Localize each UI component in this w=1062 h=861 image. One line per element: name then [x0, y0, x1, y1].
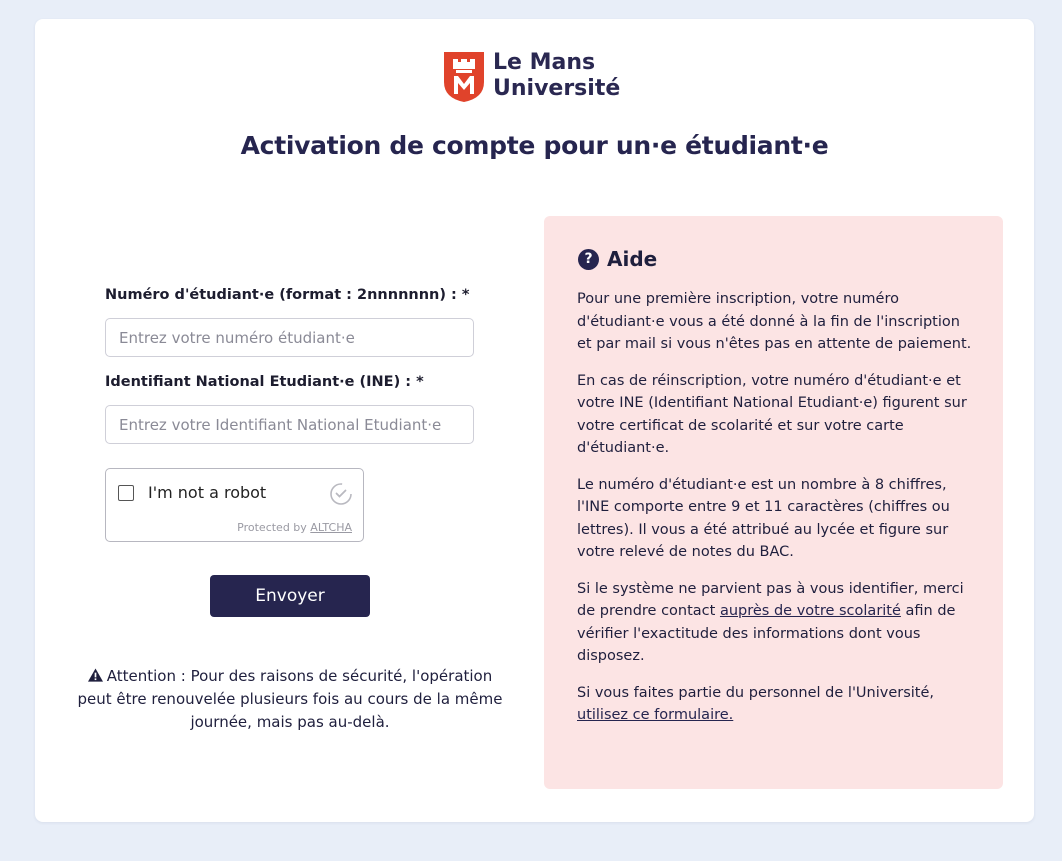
warning-text: Attention : Pour des raisons de sécurité, l'opération peut être renouvelée plusieurs fois au cours de la même journée, mais pas au-delà. — [77, 667, 503, 731]
ine-label: Identifiant National Etudiant·e (INE) : * — [105, 374, 424, 390]
help-paragraph-first-registration: Pour une première inscription, votre numéro d'étudiant·e vous a été donné à la fin de l'inscription et par mail si vous n'êtes pas en attente de paiement. — [577, 291, 972, 352]
activation-card — [35, 19, 1034, 822]
help-paragraph-reregistration: En cas de réinscription, votre numéro d'étudiant·e et votre INE (Identifiant National Etudiant·e) figurent sur votre certificat de scolarité et sur votre carte d'étudiant·e. — [577, 372, 967, 456]
student-number-label: Numéro d'étudiant·e (format : 2nnnnnnn) : * — [105, 287, 470, 303]
captcha-protected-by: Protected by — [237, 521, 307, 534]
help-title-text: Aide — [607, 247, 658, 271]
captcha-label: I'm not a robot — [148, 483, 267, 502]
ine-input[interactable] — [105, 405, 474, 444]
page-title: Activation de compte pour un·e étudiant·e — [240, 131, 829, 160]
help-contact-text-before: Si le système ne parvient pas à vous identifier, merci de prendre contact — [577, 580, 964, 619]
help-title — [578, 247, 657, 271]
help-body — [577, 288, 975, 741]
altcha-link[interactable]: ALTCHA — [310, 521, 352, 534]
help-staff-text: Si vous faites partie du personnel de l'Université, — [577, 684, 935, 701]
university-name — [493, 50, 620, 102]
help-panel — [544, 216, 1003, 789]
help-paragraph-staff — [577, 682, 975, 727]
brand-line1: Le Mans — [493, 50, 596, 75]
submit-button[interactable]: Envoyer — [210, 575, 370, 617]
captcha-checkbox[interactable] — [118, 485, 134, 501]
help-contact-text-after: afin de vérifier l'exactitude des informations dont vous disposez. — [577, 603, 956, 664]
help-paragraph-formats: Le numéro d'étudiant·e est un nombre à 8 chiffres, l'INE comporte entre 9 et 11 caractères (chiffres ou lettres). Il vous a été attribué au lycée et figure sur votre relevé de notes du BAC. — [577, 476, 950, 560]
brand-line2: Université — [493, 76, 621, 101]
scolarite-contact-link[interactable]: auprès de votre scolarité — [719, 603, 901, 619]
staff-form-link[interactable]: utilisez ce formulaire. — [577, 707, 734, 723]
university-logo — [444, 50, 644, 106]
help-paragraph-contact — [577, 578, 975, 668]
captcha-footer — [237, 521, 352, 534]
altcha-captcha-widget — [105, 468, 364, 542]
warning-icon — [88, 668, 103, 682]
shield-logo-icon — [444, 52, 484, 102]
altcha-logo-icon — [329, 482, 353, 506]
student-number-input[interactable] — [105, 318, 474, 357]
security-warning — [75, 665, 505, 734]
question-circle-icon: ? — [578, 249, 599, 270]
